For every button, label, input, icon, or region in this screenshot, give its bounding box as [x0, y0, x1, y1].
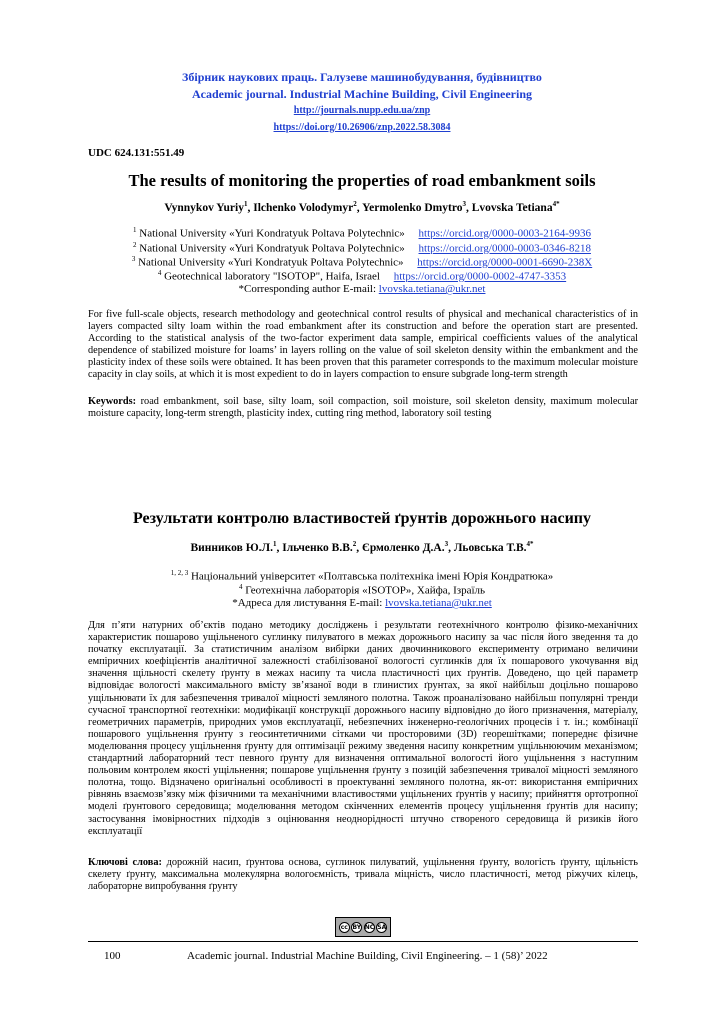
author-sup: 1 [272, 540, 277, 548]
affil-sup: 1 [133, 226, 137, 234]
author-name: Vynnykov Yuriy [164, 201, 244, 214]
affil-org: Геотехнічна лабораторія «ISOTOP», Хайфа, Ізраїль [245, 584, 486, 597]
author-sup: 2 [353, 200, 357, 208]
keywords-text: road embankment, soil base, silty loam, soil compaction, soil moisture, soil skeleton density, maximum molecular moisture capacity, long-term strength, plasticity index, cutting ring method, laboratory soil testing [88, 396, 639, 420]
abstract-uk: Для п’яти натурних об’єктів подано методику досліджень і результати геотехнічного контролю фізико-механічних характеристик пошарово ущільненого суглинку пилуватого в межах дорожнього насипу за час після його зведення та до початку експлуатації. За статистичним аналізом вибірки даних двочинникового експерименту отримано величини емпіричних коефіцієнтів аналітичної залежності стабілізованої вологості суглинків для їх пошарового укочування від значення щільності скелету ґрунту в межах насипу та числа пластичності цих ґрунтів. Доведено, що цей параметр відповідає вологості максимального вмісту зв’язаної води в глинистих ґрунтах, за якої найбільш доцільно пошарово ущільнювати їх для забезпечення тривалої міцності земляного полотна. Також проаналізовано найбільш популярні тренди сучасної транспортної геотехніки: модифікації конструкції дорожнього насипу відповідно до його призначення, матеріалу, геометричних параметрів, природних умов експлуатації, небезпечних інженерно-геологічних процесів і т. ін.; комбінації пошарового ущільнення ґрунту з геосинтетичними сітками чи просторовими (3D) георешітками; попереднє фізичне моделювання процесу ущільнення ґрунту для оптимізації режиму зведення насипу конкретним ущільнюючим механізмом; стандартний лабораторний тест певного ґрунту для визначення оптимальної вологості його ущільнення з наступним польовим контролем якості ущільнення; пошарове ущільнення ґрунту з позицій забезпечення тривалої міцності земляного полотна, тощо. Відзначено оригінальні особливості в проектуванні земляного полотна, як-от: використання емпіричних рівнянь взаємозв’язку між фізичними та механічними властивостями ущільнених ґрунтів у насипу; прийняття ортотропної моделі ґрунтового середовища; моделювання методом скінченних елементів процесу ущільнення ґрунтів для насипу; застосування імовірностних підходів з оцінювання неоднорідності штучно створеного середовища й ризиків його експлуатації [88, 620, 638, 837]
affil-sup: 4 [238, 583, 243, 591]
udc-code: UDC 624.131:551.49 [88, 147, 185, 159]
corresponding-author-uk [0, 597, 724, 609]
by-icon: BY [352, 923, 362, 931]
footer-divider [88, 941, 638, 942]
journal-title-en: Academic journal. Industrial Machine Building, Civil Engineering [191, 87, 533, 101]
affil-org: National University «Yuri Kondratyuk Poltava Polytechnic» [139, 227, 405, 240]
author-name: Єрмоленко Д.А. [362, 541, 445, 554]
cc-icon: cc [340, 923, 348, 931]
author-sup: 4* [552, 200, 560, 208]
orcid-link[interactable]: https://orcid.org/0000-0002-4747-3353 [393, 270, 567, 283]
email-link[interactable]: lvovska.tetiana@ukr.net [385, 597, 492, 609]
paper-title-en: The results of monitoring the properties of road embankment soils [128, 171, 596, 190]
affil-org: Geotechnical laboratory "ISOTOP", Haifa, Israel [164, 270, 380, 283]
abstract-en: For five full-scale objects, research methodology and geotechnical control results of physical and mechanical characteristics of in layers compacted silty loam within the road embankment after its construction and before the operation start are presented. According to the statistical analysis of the two-factor experiment data sample, empirical coefficients values of the analytical dependence of stabilized moisture for loams’ in layers rolling on the value of soil skeleton density within the embankment and the plasticity index of these soils were obtained. It has been proven that this parameter corresponds to the maximum molecular moisture capacity in clay soils, at which it is most expedient to do in layers compaction to ensure subgrade long-term strength [88, 309, 638, 381]
corresponding-label: *Corresponding author E-mail: [238, 283, 379, 295]
page-number: 100 [104, 950, 121, 962]
affiliation-4 [0, 269, 724, 283]
keywords-en [88, 396, 638, 420]
keywords-uk [88, 857, 638, 893]
journal-title-uk: Збірник наукових праць. Галузеве машинобудування, будівництво [182, 70, 542, 84]
authors-en: Vynnykov Yuriy$^1$, Ilchenko Volodymyr$^2$, Yermolenko Dmytro$^3$, Lvovska Tetiana$^{4*}$ [164, 200, 560, 214]
author-sup: 2 [352, 540, 357, 548]
affiliation-2 [0, 241, 724, 255]
affiliation-uk-2 [0, 583, 724, 597]
affil-org: National University «Yuri Kondratyuk Poltava Polytechnic» [138, 256, 404, 269]
affiliation-uk-1 [0, 569, 724, 583]
author-name: Yermolenko Dmytro [362, 201, 463, 214]
cc-license-badge[interactable] [335, 917, 391, 937]
keywords-label: Keywords: [88, 396, 137, 407]
affil-org: National University «Yuri Kondratyuk Poltava Polytechnic» [139, 242, 405, 255]
affil-org: Національний університет «Полтавська політехніка імені Юрія Кондратюка» [190, 570, 554, 583]
affil-sup: 4 [157, 269, 162, 277]
author-name: Lvovska Tetiana [471, 201, 553, 214]
author-name: Льовська Т.В. [453, 541, 527, 554]
affil-sup: 2 [133, 241, 137, 249]
orcid-link[interactable]: https://orcid.org/0000-0003-0346-8218 [418, 242, 591, 255]
corresponding-author-en [0, 283, 724, 295]
author-sup: 1 [243, 200, 248, 208]
paper-title-uk: Результати контролю властивостей ґрунтів дорожнього насипу [132, 510, 592, 527]
nc-icon: NC [364, 923, 375, 931]
keywords-text: дорожній насип, ґрунтова основа, суглинок пилуватий, ущільнення ґрунту, вологість ґрунту, щільність скелету ґрунту, максимальна молекулярна вологоємність, тривала міцність, число пластичності, метод ріжучих кілець, лабораторне випробування ґрунту [88, 857, 639, 893]
orcid-link[interactable]: https://orcid.org/0000-0001-6690-238X [417, 256, 593, 269]
author-sup: 4* [526, 540, 534, 548]
doi-link[interactable]: https://doi.org/10.26906/znp.2022.58.3084 [273, 122, 451, 133]
author-name: Винников Ю.Л. [190, 541, 273, 554]
author-name: Ilchenko Volodymyr [253, 201, 354, 214]
affil-sup: 3 [131, 255, 136, 263]
corresponding-label: *Адреса для листування E-mail: [232, 597, 386, 609]
author-sup: 3 [444, 540, 449, 548]
orcid-link[interactable]: https://orcid.org/0000-0003-2164-9936 [418, 227, 591, 240]
keywords-label: Ключові слова: [88, 857, 162, 868]
affiliation-3 [0, 255, 724, 269]
author-sup: 3 [462, 200, 466, 208]
author-name: Ільченко В.В. [282, 541, 353, 554]
authors-uk: Винников Ю.Л.$^1$, Ільченко В.В.$^2$, Єрмоленко Д.А.$^3$, Льовська Т.В.$^{4*}$ [190, 540, 534, 554]
email-link[interactable]: lvovska.tetiana@ukr.net [378, 283, 486, 295]
affil-sup: 1, 2, 3 [170, 569, 189, 577]
footer-journal: Academic journal. Industrial Machine Building, Civil Engineering. – 1 (58)’ 2022 [187, 950, 548, 962]
journal-url-link[interactable]: http://journals.nupp.edu.ua/znp [293, 105, 431, 116]
affiliation-1 [0, 226, 724, 240]
sa-icon: SA [377, 923, 387, 931]
